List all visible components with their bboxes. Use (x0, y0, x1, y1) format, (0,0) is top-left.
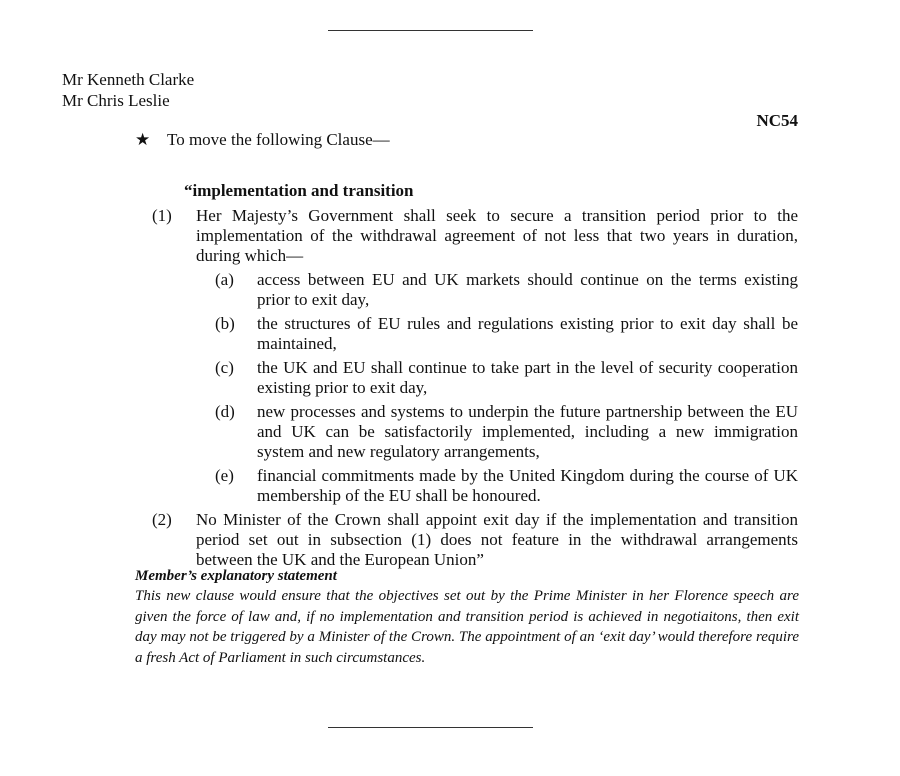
item-number: (e) (215, 466, 234, 485)
item-number: (d) (215, 402, 235, 421)
item-number: (a) (215, 270, 234, 289)
item-text: financial commitments made by the United Kingdom during the course of UK membership of the EU shall be honoured. (257, 466, 798, 505)
member-name: Mr Chris Leslie (62, 91, 170, 110)
amendment-reference: NC54 (756, 111, 798, 130)
item-number: (b) (215, 314, 235, 333)
explanatory-statement (135, 567, 799, 668)
item-text: access between EU and UK markets should continue on the terms existing prior to exit day, (257, 270, 798, 309)
subsection-number: (2) (152, 510, 172, 529)
item-text: the structures of EU rules and regulations existing prior to exit day shall be maintained, (257, 314, 798, 353)
motion-text: To move the following Clause— (167, 130, 390, 149)
member-name: Mr Kenneth Clarke (62, 70, 195, 89)
subsection-text: No Minister of the Crown shall appoint exit day if the implementation and transition period set out in subsection (1) does not feature in the withdrawal arrangements between the UK and the European Union” (196, 510, 798, 569)
motion-line (135, 129, 390, 150)
item-text: the UK and EU shall continue to take part in the level of security cooperation existing prior to exit day, (257, 358, 798, 397)
subsection-number: (1) (152, 206, 172, 225)
star-icon: ★ (135, 130, 151, 149)
statement-heading: Member’s explanatory statement (135, 568, 337, 584)
item-number: (c) (215, 358, 234, 377)
item-text: new processes and systems to underpin the future partnership between the EU and UK can be satisfactorily implemented, including a new immigration system and new regulatory arrangements, (257, 402, 798, 461)
statement-text: This new clause would ensure that the objectives set out by the Prime Minister in her Florence speech are given the force of law and, if no implementation and transition period is achieved in negotiaitons, then exit day may not be triggered by a Minister of the Crown. The appointment of an ‘exit day’ would therefore require a fresh Act of Parliament in such circumstances. (135, 588, 799, 666)
member-names (62, 69, 194, 111)
bottom-rule (328, 727, 533, 728)
subsection-text: Her Majesty’s Government shall seek to secure a transition period prior to the implementation of the withdrawal agreement of not less that two years in duration, during which— (196, 206, 798, 265)
clause-heading: “implementation and transition (184, 181, 414, 200)
top-rule (328, 30, 533, 31)
